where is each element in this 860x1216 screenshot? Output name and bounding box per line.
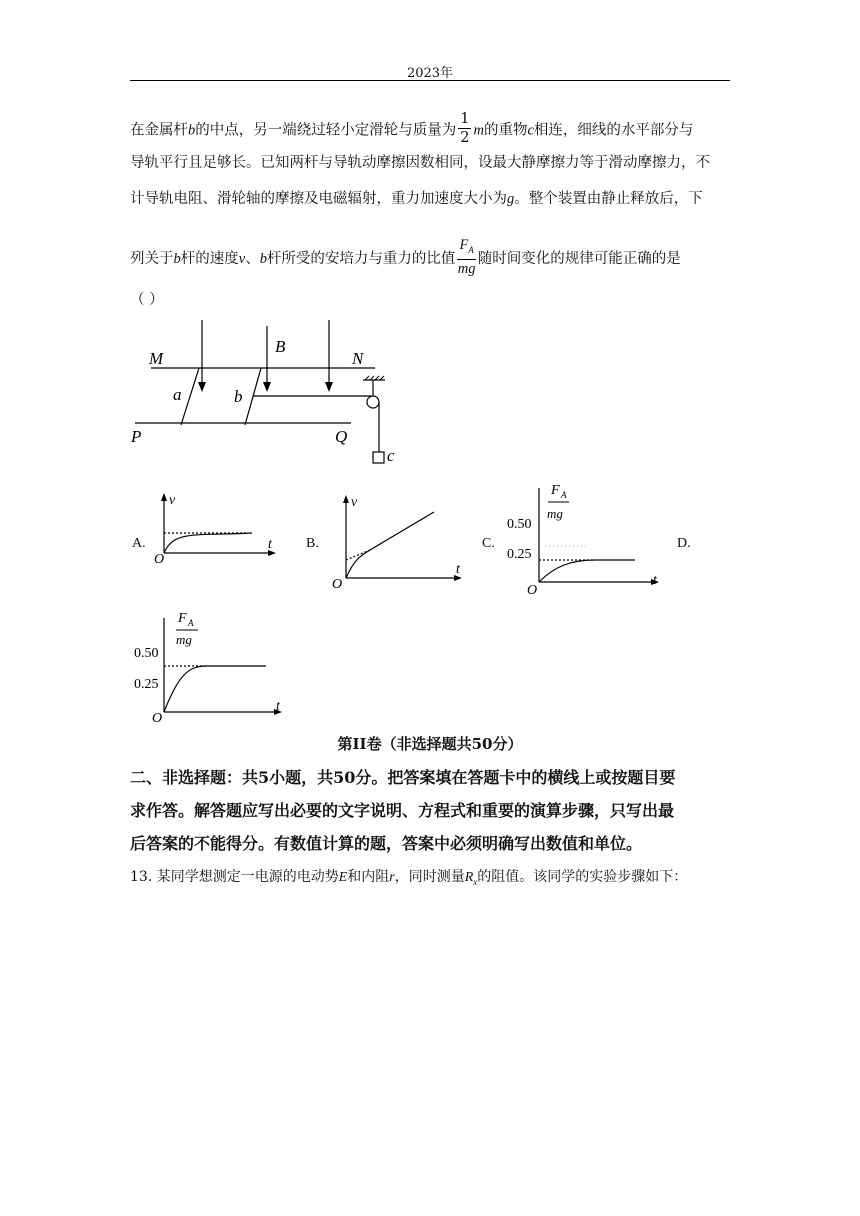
svg-text:A: A bbox=[561, 490, 567, 500]
problem-line-2: 导轨平行且足够长。已知两杆与导轨动摩擦因数相同，设最大静摩擦力等于滑动摩擦力，不 bbox=[130, 155, 710, 171]
problem-line-4: 列关于b杆的速度v、b杆所受的安培力与重力的比值 $\frac{F_A}{mg}$ 随时间变化的规律可能正确的是 bbox=[130, 237, 681, 277]
rod-a bbox=[181, 368, 199, 425]
arrowhead-3 bbox=[325, 382, 333, 392]
instruction-line-1: 二、非选择题：共5小题，共50分。把答案填在答题卡中的横线上或按题目要 bbox=[130, 768, 676, 787]
label-b: b bbox=[234, 387, 243, 406]
label-a: a bbox=[173, 385, 182, 404]
label-B: B bbox=[275, 337, 286, 356]
svg-text:v: v bbox=[169, 493, 176, 508]
arrowhead-1 bbox=[198, 382, 206, 392]
problem-line-1: 在金属杆b的中点，另一端绕过轻小定滑轮与质量为 $\frac{1}{2}$ m的重物c相连，细线的水平部分与 bbox=[130, 111, 694, 146]
force-ratio-curve bbox=[164, 666, 266, 712]
fraction-half: $\frac{1}{2}$ bbox=[460, 111, 470, 146]
velocity-curve bbox=[164, 533, 252, 553]
label-P: P bbox=[131, 427, 142, 446]
header-rule bbox=[130, 80, 730, 81]
problem-line-3: 计导轨电阻、滑轮轴的摩擦及电磁辐射，重力加速度大小为g。整个装置由静止释放后，下 bbox=[130, 191, 703, 207]
fraction-fa-mg: $\frac{F_A}{mg}$ bbox=[457, 237, 476, 277]
svg-text:t: t bbox=[653, 573, 657, 588]
svg-text:t: t bbox=[268, 537, 272, 552]
svg-text:O: O bbox=[332, 577, 343, 590]
label-Q: Q bbox=[335, 427, 348, 446]
svg-text:t: t bbox=[456, 562, 460, 577]
svg-text:0.25: 0.25 bbox=[134, 677, 159, 692]
svg-text:0.50: 0.50 bbox=[507, 517, 532, 532]
option-a-label: A. bbox=[132, 536, 146, 551]
label-M: M bbox=[149, 349, 164, 368]
graph-d bbox=[130, 606, 300, 724]
label-c: c bbox=[387, 446, 395, 465]
svg-text:0.25: 0.25 bbox=[507, 547, 532, 562]
velocity-curve bbox=[346, 512, 434, 578]
page-header: 2023年 bbox=[406, 66, 454, 81]
pulley bbox=[367, 396, 379, 408]
label-N: N bbox=[352, 349, 364, 368]
svg-text:O: O bbox=[154, 552, 165, 565]
svg-text:0.50: 0.50 bbox=[134, 646, 159, 661]
instruction-line-3: 后答案的不能得分。有数值计算的题，答案中必须明确写出数值和单位。 bbox=[130, 834, 643, 853]
svg-text:mg: mg bbox=[547, 506, 563, 521]
svg-text:F: F bbox=[551, 483, 560, 498]
instruction-line-2: 求作答。解答题应写出必要的文字说明、方程式和重要的演算步骤，只写出最 bbox=[130, 801, 675, 820]
mass-c bbox=[373, 452, 384, 463]
svg-text:A: A bbox=[188, 618, 194, 628]
svg-text:O: O bbox=[527, 583, 538, 596]
svg-text:mg: mg bbox=[176, 632, 192, 647]
force-ratio-curve bbox=[539, 560, 635, 582]
svg-text:O: O bbox=[152, 711, 163, 724]
question-13: 13. 某同学想测定一电源的电动势E和内阻r，同时测量$R_x$的阻值。该同学的实验步骤如下： bbox=[130, 869, 688, 887]
arrowhead-2 bbox=[263, 382, 271, 392]
ceiling-hatch bbox=[365, 376, 384, 380]
answer-paren: （ ） bbox=[130, 292, 164, 308]
svg-text:v: v bbox=[351, 495, 358, 510]
section-title: 第II卷（非选择题共50分） bbox=[337, 735, 523, 753]
apparatus-figure bbox=[125, 320, 415, 470]
graph-a bbox=[150, 490, 280, 565]
option-b-label: B. bbox=[306, 536, 319, 551]
option-d-label: D. bbox=[677, 536, 691, 551]
graph-b bbox=[326, 490, 466, 590]
option-c-label: C. bbox=[482, 536, 495, 551]
svg-text:t: t bbox=[276, 699, 280, 714]
graph-c bbox=[503, 480, 673, 596]
svg-text:F: F bbox=[178, 611, 187, 626]
